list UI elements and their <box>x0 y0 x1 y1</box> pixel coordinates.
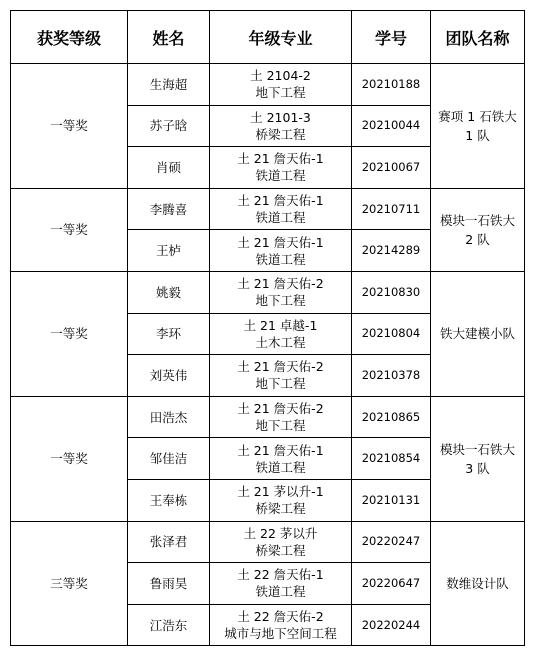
grade-major-cell <box>210 105 352 147</box>
grade-major-line: 土 22 詹天佑-1 <box>237 567 324 583</box>
grade-major-line: 土 22 茅以升 <box>243 525 318 541</box>
grade-major-line: 铁道工程 <box>255 251 306 267</box>
team-name-line: 数维设计队 <box>446 575 509 591</box>
grade-major-line: 土 21 詹天佑-2 <box>237 276 324 292</box>
grade-major-line: 土 21 詹天佑-2 <box>237 401 324 417</box>
grade-major-cell <box>210 479 352 521</box>
student-id-cell: 20210378 <box>352 355 431 397</box>
table-body <box>11 64 525 646</box>
grade-major-line: 土 2101-3 <box>250 109 311 125</box>
grade-major-cell <box>210 313 352 355</box>
team-name-cell <box>431 521 525 646</box>
student-id-cell: 20210804 <box>352 313 431 355</box>
team-name-line: 3 队 <box>465 460 490 476</box>
student-id-cell: 20210830 <box>352 271 431 313</box>
grade-major-cell <box>210 563 352 605</box>
grade-major-cell <box>210 396 352 438</box>
header-team-name: 团队名称 <box>431 11 525 64</box>
grade-major-cell <box>210 271 352 313</box>
table-row <box>11 64 525 106</box>
table-row <box>11 271 525 313</box>
grade-major-cell <box>210 147 352 189</box>
grade-major-line: 土 21 卓越-1 <box>243 317 318 333</box>
student-name-cell: 李环 <box>128 313 210 355</box>
grade-major-line: 土 21 詹天佑-2 <box>237 359 324 375</box>
table-row <box>11 188 525 230</box>
student-id-cell: 20210865 <box>352 396 431 438</box>
student-id-cell: 20214289 <box>352 230 431 272</box>
student-name-cell: 姚毅 <box>128 271 210 313</box>
grade-major-line: 铁道工程 <box>255 584 306 600</box>
student-name-cell: 张泽君 <box>128 521 210 563</box>
team-name-line: 1 队 <box>465 127 490 143</box>
student-id-cell: 20220647 <box>352 563 431 605</box>
student-id-cell: 20220244 <box>352 604 431 646</box>
team-name-line: 模块一石铁大 <box>439 212 515 228</box>
student-name-cell: 李腾喜 <box>128 188 210 230</box>
award-level-cell: 三等奖 <box>11 521 128 646</box>
table-row <box>11 396 525 438</box>
grade-major-line: 地下工程 <box>255 376 306 392</box>
header-grade-major: 年级专业 <box>210 11 352 64</box>
grade-major-line: 土 21 茅以升-1 <box>237 484 324 500</box>
grade-major-line: 铁道工程 <box>255 168 306 184</box>
header-student-id: 学号 <box>352 11 431 64</box>
grade-major-line: 土 21 詹天佑-1 <box>237 151 324 167</box>
award-table <box>10 10 525 646</box>
student-id-cell: 20210131 <box>352 479 431 521</box>
grade-major-line: 地下工程 <box>255 85 306 101</box>
grade-major-line: 桥梁工程 <box>255 501 306 517</box>
student-name-cell: 肖硕 <box>128 147 210 189</box>
table-header <box>11 11 525 64</box>
grade-major-line: 铁道工程 <box>255 459 306 475</box>
grade-major-line: 土 21 詹天佑-1 <box>237 234 324 250</box>
grade-major-cell <box>210 230 352 272</box>
student-id-cell: 20220247 <box>352 521 431 563</box>
grade-major-line: 城市与地下空间工程 <box>224 626 337 642</box>
grade-major-line: 铁道工程 <box>255 210 306 226</box>
grade-major-line: 桥梁工程 <box>255 542 306 558</box>
grade-major-line: 土 21 詹天佑-1 <box>237 442 324 458</box>
grade-major-line: 土木工程 <box>255 334 306 350</box>
student-id-cell: 20210711 <box>352 188 431 230</box>
student-name-cell: 苏子晗 <box>128 105 210 147</box>
grade-major-cell <box>210 604 352 646</box>
student-name-cell: 鲁雨昊 <box>128 563 210 605</box>
award-level-cell: 一等奖 <box>11 188 128 271</box>
grade-major-cell <box>210 521 352 563</box>
header-name: 姓名 <box>128 11 210 64</box>
grade-major-line: 土 2104-2 <box>250 68 311 84</box>
grade-major-line: 地下工程 <box>255 293 306 309</box>
table-row <box>11 521 525 563</box>
student-name-cell: 生海超 <box>128 64 210 106</box>
grade-major-cell <box>210 438 352 480</box>
student-name-cell: 刘英伟 <box>128 355 210 397</box>
grade-major-line: 土 21 詹天佑-1 <box>237 193 324 209</box>
student-id-cell: 20210067 <box>352 147 431 189</box>
team-name-cell <box>431 188 525 271</box>
award-level-cell: 一等奖 <box>11 271 128 396</box>
student-name-cell: 王奉栋 <box>128 479 210 521</box>
student-id-cell: 20210854 <box>352 438 431 480</box>
award-level-cell: 一等奖 <box>11 396 128 521</box>
header-row <box>11 11 525 64</box>
team-name-line: 模块一石铁大 <box>439 441 515 457</box>
student-id-cell: 20210044 <box>352 105 431 147</box>
team-name-cell <box>431 396 525 521</box>
team-name-line: 2 队 <box>465 231 490 247</box>
student-name-cell: 田浩杰 <box>128 396 210 438</box>
header-award-level: 获奖等级 <box>11 11 128 64</box>
grade-major-line: 土 22 詹天佑-2 <box>237 609 324 625</box>
student-name-cell: 邹佳洁 <box>128 438 210 480</box>
award-level-cell: 一等奖 <box>11 64 128 189</box>
grade-major-cell <box>210 355 352 397</box>
grade-major-line: 地下工程 <box>255 418 306 434</box>
student-id-cell: 20210188 <box>352 64 431 106</box>
team-name-line: 铁大建模小队 <box>439 326 515 342</box>
student-name-cell: 王栌 <box>128 230 210 272</box>
grade-major-cell <box>210 188 352 230</box>
team-name-line: 赛项 1 石铁大 <box>438 108 517 124</box>
team-name-cell <box>431 64 525 189</box>
student-name-cell: 江浩东 <box>128 604 210 646</box>
grade-major-cell <box>210 64 352 106</box>
team-name-cell <box>431 271 525 396</box>
grade-major-line: 桥梁工程 <box>255 126 306 142</box>
